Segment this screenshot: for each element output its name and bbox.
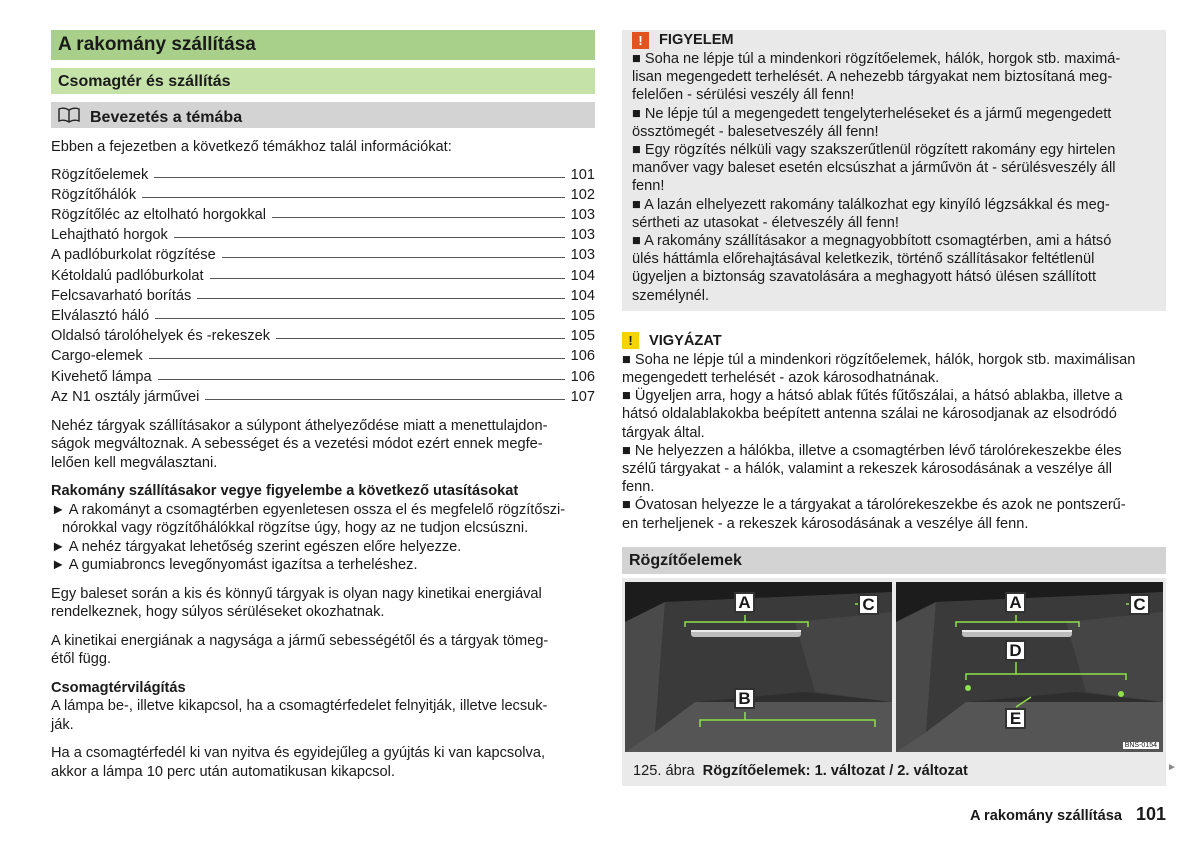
toc-entry[interactable] [51,304,595,324]
toc-entry-label[interactable]: Lehajtható horgok [51,227,168,244]
label-e: E [1005,708,1026,729]
figure-code: BNS-0154 [1124,742,1157,749]
toc-leader [222,257,565,258]
warning-title: FIGYELEM [659,32,734,48]
toc-entry[interactable] [51,385,595,405]
text-line: szélű tárgyakat - a hálók, valamint a rekeszek károsodásának a veszélye áll [622,461,1112,478]
label-d: D [1005,640,1026,661]
text-line: ■ Ügyeljen arra, hogy a hátsó ablak fűtés fűtőszálai, a hátsó ablakba, illetve a [622,388,1123,405]
toc-leader [149,358,565,359]
section-heading: Csomagtér és szállítás [51,68,595,94]
text-line: ■ Egy rögzítés nélküli vagy szakszerűtlenül rögzített rakomány egy hirtelen [632,142,1116,159]
text-line: ■ Ne lépje túl a megengedett tengelyterheléseket és a jármű megengedett [632,105,1112,122]
label-a: A [1005,592,1026,613]
caution-icon: ! [622,332,639,349]
toc-entry[interactable] [51,203,595,223]
toc-leader [154,177,564,178]
toc-entry-label[interactable]: Az N1 osztály járművei [51,388,200,405]
toc-entry-label[interactable]: Cargo-elemek [51,348,143,365]
text-line: megengedett terhelését - azok károsodhatnának. [622,370,940,387]
toc-entry-label[interactable]: A padlóburkolat rögzítése [51,247,216,264]
text-line: ügyeljen a biztonság szavatolására a meghagyott hátsó ülésen szállított [632,269,1097,286]
toc-entry-page[interactable]: 106 [570,368,595,385]
toc-entry-page[interactable]: 103 [570,227,595,244]
trunk-photo-variant-1 [625,582,892,752]
toc-entry-page[interactable]: 105 [570,328,595,345]
toc-leader [210,278,565,279]
label-c: C [858,594,879,615]
right-column [622,30,1166,574]
toc-entry[interactable] [51,183,595,203]
paragraph-lamp-timer: Ha a csomagtérfedél ki van nyitva és egyidejűleg a gyújtás ki van kapcsolva, akkor a lámpa 10 perc után automatikusan kikapcsol. [51,745,546,780]
text-line: össztömegét - balesetveszély áll fenn! [632,123,879,140]
paragraph-energy: A kinetikai energiának a nagysága a jármű sebességétől és a tárgyak tömeg- étől függ. [51,632,549,668]
caution-block [622,331,1166,533]
toc-entry-label[interactable]: Rögzítőelemek [51,166,149,183]
toc-entry[interactable] [51,243,595,263]
instructions-title: Rakomány szállításakor vegye figyelembe a következő utasításokat [51,483,519,500]
text-line: manőver vagy baleset esetén elcsúszhat a járművön át - sérülésveszély áll [632,160,1116,177]
text-line: en terheljenek - a rekeszek károsodásának a veszélye áll fenn. [622,515,1029,532]
page-footer [970,804,1166,825]
toc-entry-page[interactable]: 103 [570,207,595,224]
toc-entry[interactable] [51,163,595,183]
lamp-title: Csomagtérvilágítás [51,679,186,696]
warning-text [632,50,1156,305]
text-line: fenn. [622,479,655,496]
text-line: tárgyak által. [622,424,705,441]
text-line: fenn! [632,178,665,195]
figure-section-heading: Rögzítőelemek [622,547,1166,574]
label-c: C [1129,594,1150,615]
paragraph-kinetic: Egy baleset során a kis és könnyű tárgyak is olyan nagy kinetikai energiával rendelkeznek, hogy súlyos sérüléseket okozhatnak. [51,585,542,621]
text-line: ■ Soha ne lépje túl a mindenkori rögzítőelemek, hálók, horgok stb. maximálisan [622,351,1136,368]
table-of-contents [51,163,595,405]
instructions-block: Rakomány szállításakor vegye figyelembe a következő utasításokat ► A rakományt a csomagtérben egyenletesen ossza el és megfelelő rögzítőszi- nórokkal vagy rögzítőhálókkal rögzítse úgy, hogy az ne tudjon elcsúszni. ► A nehéz tárgyakat lehetőség szerint egészen előre helyezze. ► A gumiabroncs levegőnyomást igazítsa a terheléshez. [51,482,595,575]
left-column [51,30,595,781]
intro-text: Ebben a fejezetben a következő témákhoz talál információkat: [51,139,452,155]
text-line: sértheti az utasokat - életveszély áll fenn! [632,214,899,231]
toc-entry[interactable] [51,284,595,304]
lamp-block: Csomagtérvilágítás A lámpa be-, illetve kikapcsol, ha a csomagtérfedelet felnyitják, illetve lecsuk- ják. [51,679,595,735]
label-b: B [734,688,755,709]
page-number: 101 [1135,804,1166,824]
toc-leader [276,338,565,339]
text-line: hátsó oldalablakokba beépített antenna szálai ne károsodjanak az elsodródó [622,406,1117,423]
book-icon [58,107,80,128]
toc-entry-page[interactable]: 103 [570,247,595,264]
caution-title: VIGYÁZAT [649,332,722,349]
caution-text [622,351,1166,533]
toc-entry-label[interactable]: Kivehető lámpa [51,368,152,385]
toc-entry[interactable] [51,344,595,364]
toc-leader [155,318,564,319]
subsection-title: Bevezetés a témába [90,108,243,126]
toc-entry[interactable] [51,223,595,243]
toc-entry-page[interactable]: 104 [570,287,595,304]
toc-entry-label[interactable]: Kétoldalú padlóburkolat [51,267,204,284]
text-line: felelően - sérülési veszély áll fenn! [632,87,855,104]
subsection-heading [51,102,595,128]
text-line: lisan megengedett terhelését. A nehezebb tárgyakat nem biztosítaná meg- [632,69,1113,86]
toc-entry-page[interactable]: 106 [570,348,595,365]
caption-number: 125. ábra [633,763,695,779]
toc-entry-label[interactable]: Felcsavarható borítás [51,287,192,304]
text-line: ■ A rakomány szállításakor a megnagyobbított csomagtérben, ami a hátsó [632,233,1112,250]
toc-entry-label[interactable]: Oldalsó tárolóhelyek és -rekeszek [51,328,271,345]
footer-title: A rakomány szállítása [969,808,1122,824]
toc-entry-label[interactable]: Rögzítőhálók [51,186,137,203]
warning-icon: ! [632,32,649,49]
chapter-heading: A rakomány szállítása [51,30,595,60]
toc-entry-page[interactable]: 105 [570,308,595,324]
toc-leader [158,379,565,380]
text-line: személynél. [632,287,710,304]
text-line: ülés háttámla előrehajtásával keletkezik, történő szállításakor feltétlenül [632,251,1095,268]
toc-entry-page[interactable]: 107 [570,388,595,405]
text-line: ■ A lazán elhelyezett rakomány találkozhat egy kinyíló légzsákkal és meg- [632,196,1110,213]
toc-entry-page[interactable]: 101 [570,166,595,183]
caption-text: Rögzítőelemek: 1. változat / 2. változat [702,763,968,779]
label-a: A [734,592,755,613]
toc-leader [197,298,564,299]
toc-leader [205,399,564,400]
trunk-photo-variant-2 [896,582,1163,752]
warning-box [622,30,1166,311]
toc-entry-page[interactable]: 102 [570,186,595,203]
toc-entry[interactable] [51,263,595,283]
next-page-arrow-icon: ► [1167,762,1177,773]
toc-entry[interactable] [51,324,595,344]
toc-leader [272,217,565,218]
text-line: ■ Ne helyezzen a hálókba, illetve a csomagtérben lévő tárolórekeszekbe éles [622,442,1122,459]
figure-panel [622,578,1166,756]
text-line: ■ Óvatosan helyezze le a tárgyakat a tárolórekeszekbe és azok ne pontszerű- [622,497,1126,514]
toc-leader [142,197,564,198]
toc-entry-label[interactable]: Elválasztó háló [51,308,150,324]
toc-leader [174,237,565,238]
toc-entry-label[interactable]: Rögzítőléc az eltolható horgokkal [51,207,266,224]
paragraph-handling: Nehéz tárgyak szállításakor a súlypont áthelyeződése miatt a menettulajdon- ságok megváltoznak. A sebességet és a vezetési módot ezért ennek megfe- lelően kell megválasztani. [51,417,548,471]
text-line: ■ Soha ne lépje túl a mindenkori rögzítőelemek, hálók, horgok stb. maximá- [632,51,1121,67]
toc-entry[interactable] [51,364,595,384]
toc-entry-page[interactable]: 104 [570,267,595,284]
figure-caption [622,756,1166,786]
